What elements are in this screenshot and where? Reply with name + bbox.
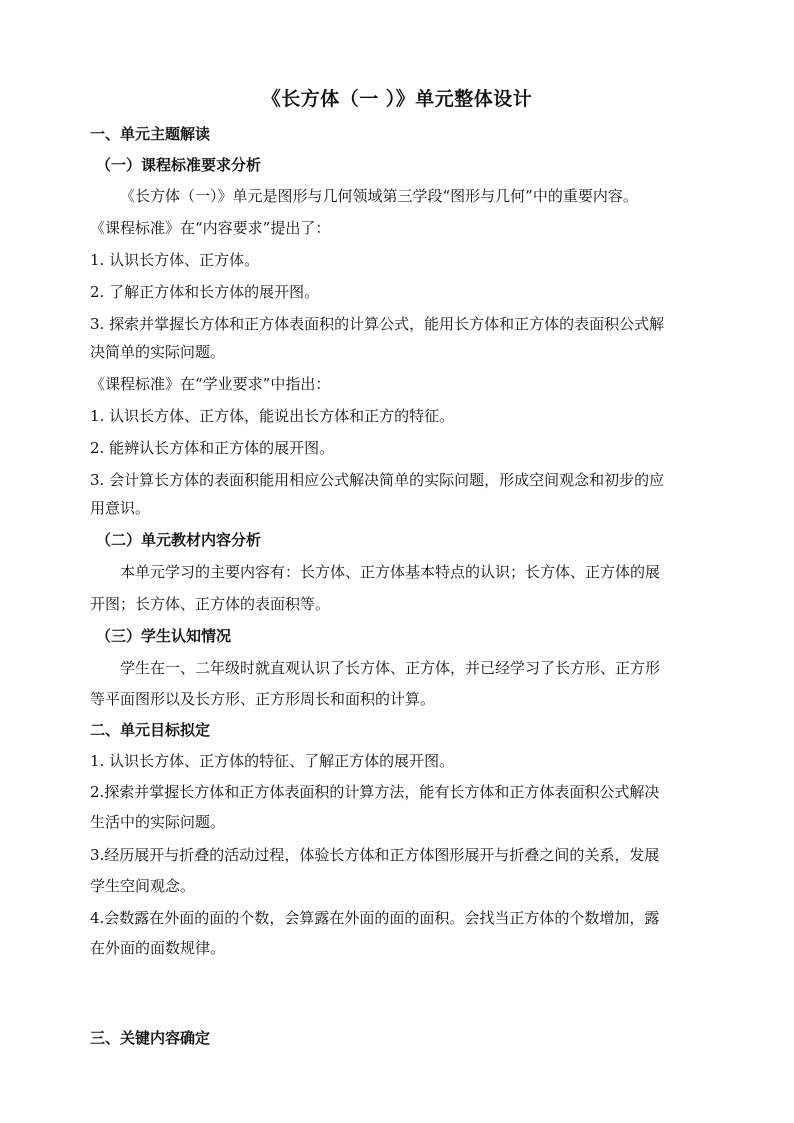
paragraph-line: 本单元学习的主要内容有：长方体、正方体基本特点的认识；长方体、正方体的展 [120, 563, 661, 581]
paragraph-line: 2.探索并掌握长方体和正方体表面积的计算方法，能有长方体和正方体表面积公式解决 [90, 783, 660, 801]
paragraph-line: 1. 认识长方体、正方体的特征、了解正方体的展开图。 [90, 752, 455, 770]
paragraph-line: 1. 认识长方体、正方体。 [90, 251, 260, 269]
paragraph-line: 3. 会计算长方体的表面积能用相应公式解决简单的实际问题，形成空间观念和初步的应 [90, 471, 665, 489]
paragraph-line: 3.经历展开与折叠的活动过程，体验长方体和正方体图形展开与折叠之间的关系，发展 [90, 846, 660, 864]
paragraph-line: 决简单的实际问题。 [90, 343, 226, 361]
paragraph-line: 3. 探索并掌握长方体和正方体表面积的计算公式，能用长方体和正方体的表面积公式解 [90, 315, 665, 333]
paragraph-line: 开图；长方体、正方体的表面积等。 [90, 595, 331, 613]
section-heading: 一、单元主题解读 [90, 125, 211, 143]
section-heading: （三）学生认知情况 [96, 627, 232, 645]
paragraph-line: 《长方体（一）》单元是图形与几何领域第三学段“图形与几何”中的重要内容。 [120, 187, 638, 205]
paragraph-line: 用意识。 [90, 499, 151, 517]
paragraph-line: 1. 认识长方体、正方体，能说出长方体和正方的特征。 [90, 407, 455, 425]
paragraph-line: 在外面的面数规律。 [90, 939, 226, 957]
paragraph-line: 《课程标准》在“内容要求”提出了： [90, 219, 331, 237]
section-heading: （二）单元教材内容分析 [96, 531, 262, 549]
paragraph-line: 2. 能辨认长方体和正方体的展开图。 [90, 439, 335, 457]
section-heading: 三、关键内容确定 [90, 1029, 211, 1047]
paragraph-line: 学生在一、二年级时就直观认识了长方体、正方体，并已经学习了长方形、正方形 [120, 659, 661, 677]
paragraph-line: 学生空间观念。 [90, 877, 196, 895]
paragraph-line: 生活中的实际问题。 [90, 813, 226, 831]
paragraph-line: 《课程标准》在“学业要求”中指出： [90, 375, 331, 393]
section-heading: （一）课程标准要求分析 [96, 156, 262, 174]
document-title: 《长方体（一 ）》单元整体设计 [261, 88, 533, 110]
section-heading: 二、单元目标拟定 [90, 721, 211, 739]
paragraph-line: 4.会数露在外面的面的个数，会算露在外面的面的面积。会找当正方体的个数增加，露 [90, 909, 660, 927]
paragraph-line: 等平面图形以及长方形、正方形周长和面积的计算。 [90, 690, 436, 708]
paragraph-line: 2. 了解正方体和长方体的展开图。 [90, 283, 320, 301]
